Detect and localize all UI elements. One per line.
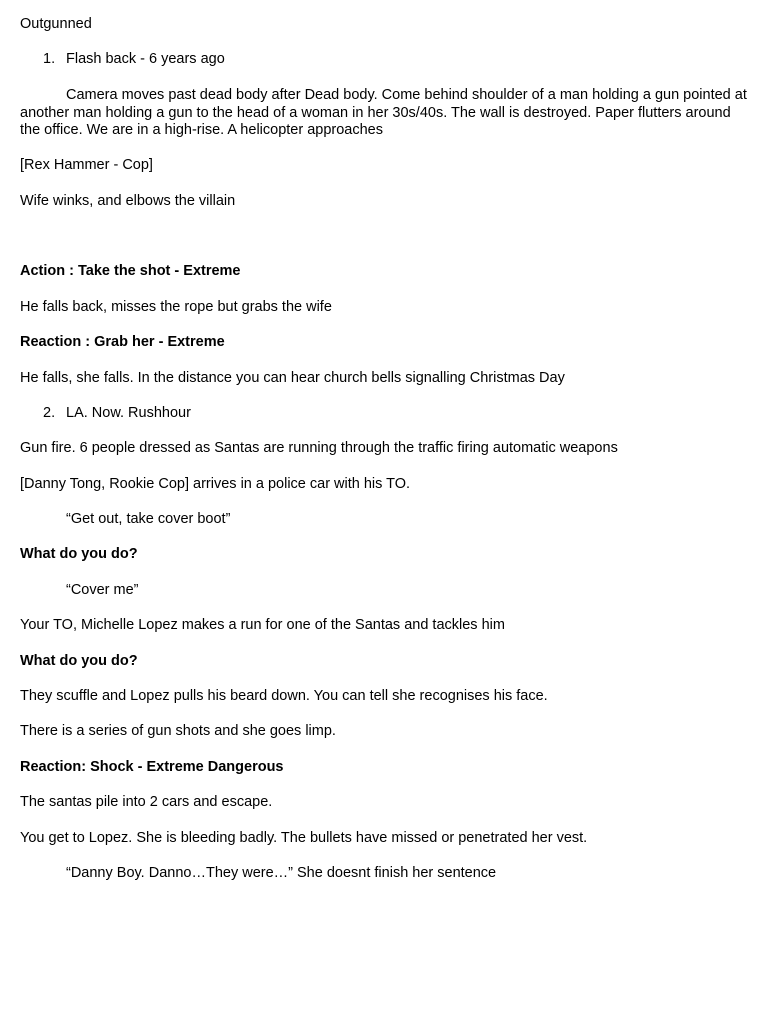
section-2-number: 2. — [43, 405, 56, 421]
prompt-what-do-you-do-1: What do you do? — [20, 546, 138, 562]
quote-danny-boy: “Danny Boy. Danno…They were…” She doesnt finish her sentence — [66, 865, 497, 881]
paragraph-falls-back: He falls back, misses the rope but grabs the wife — [20, 299, 332, 315]
section-2-heading — [20, 405, 768, 423]
paragraph-escape: The santas pile into 2 cars and escape. — [20, 794, 273, 810]
paragraph-camera: Camera moves past dead body after Dead body. Come behind shoulder of a man holding a gun pointed at another man holding a gun to the head of a woman in her 30s/40s. The wall is destroyed. Paper flutters around the office. We are in a high-rise. A helicopter approaches — [20, 87, 747, 138]
section-1-heading — [20, 51, 768, 69]
paragraph-gunfire: Gun fire. 6 people dressed as Santas are running through the traffic firing automatic weapons — [20, 440, 618, 456]
section-1-number: 1. — [43, 51, 56, 67]
paragraph-danny-tong: [Danny Tong, Rookie Cop] arrives in a police car with his TO. — [20, 476, 411, 492]
paragraph-bleeding: You get to Lopez. She is bleeding badly. The bullets have missed or penetrated her vest. — [20, 830, 588, 846]
document-title: Outgunned — [20, 16, 92, 32]
action-take-shot: Action : Take the shot - Extreme — [20, 263, 241, 279]
paragraph-gun-shots: There is a series of gun shots and she goes limp. — [20, 723, 336, 739]
paragraph-scuffle: They scuffle and Lopez pulls his beard down. You can tell she recognises his face. — [20, 688, 548, 704]
quote-cover-me: “Cover me” — [66, 582, 139, 598]
prompt-what-do-you-do-2: What do you do? — [20, 653, 138, 669]
quote-get-out: “Get out, take cover boot” — [66, 511, 231, 527]
section-1-title: Flash back - 6 years ago — [66, 51, 225, 67]
paragraph-lopez-run: Your TO, Michelle Lopez makes a run for one of the Santas and tackles him — [20, 617, 505, 633]
paragraph-wife: Wife winks, and elbows the villain — [20, 193, 236, 209]
reaction-grab-her: Reaction : Grab her - Extreme — [20, 334, 225, 350]
reaction-shock: Reaction: Shock - Extreme Dangerous — [20, 759, 284, 775]
paragraph-rex-hammer: [Rex Hammer - Cop] — [20, 157, 153, 173]
paragraph-church-bells: He falls, she falls. In the distance you can hear church bells signalling Christmas Day — [20, 370, 565, 386]
section-2-title: LA. Now. Rushhour — [66, 405, 191, 421]
